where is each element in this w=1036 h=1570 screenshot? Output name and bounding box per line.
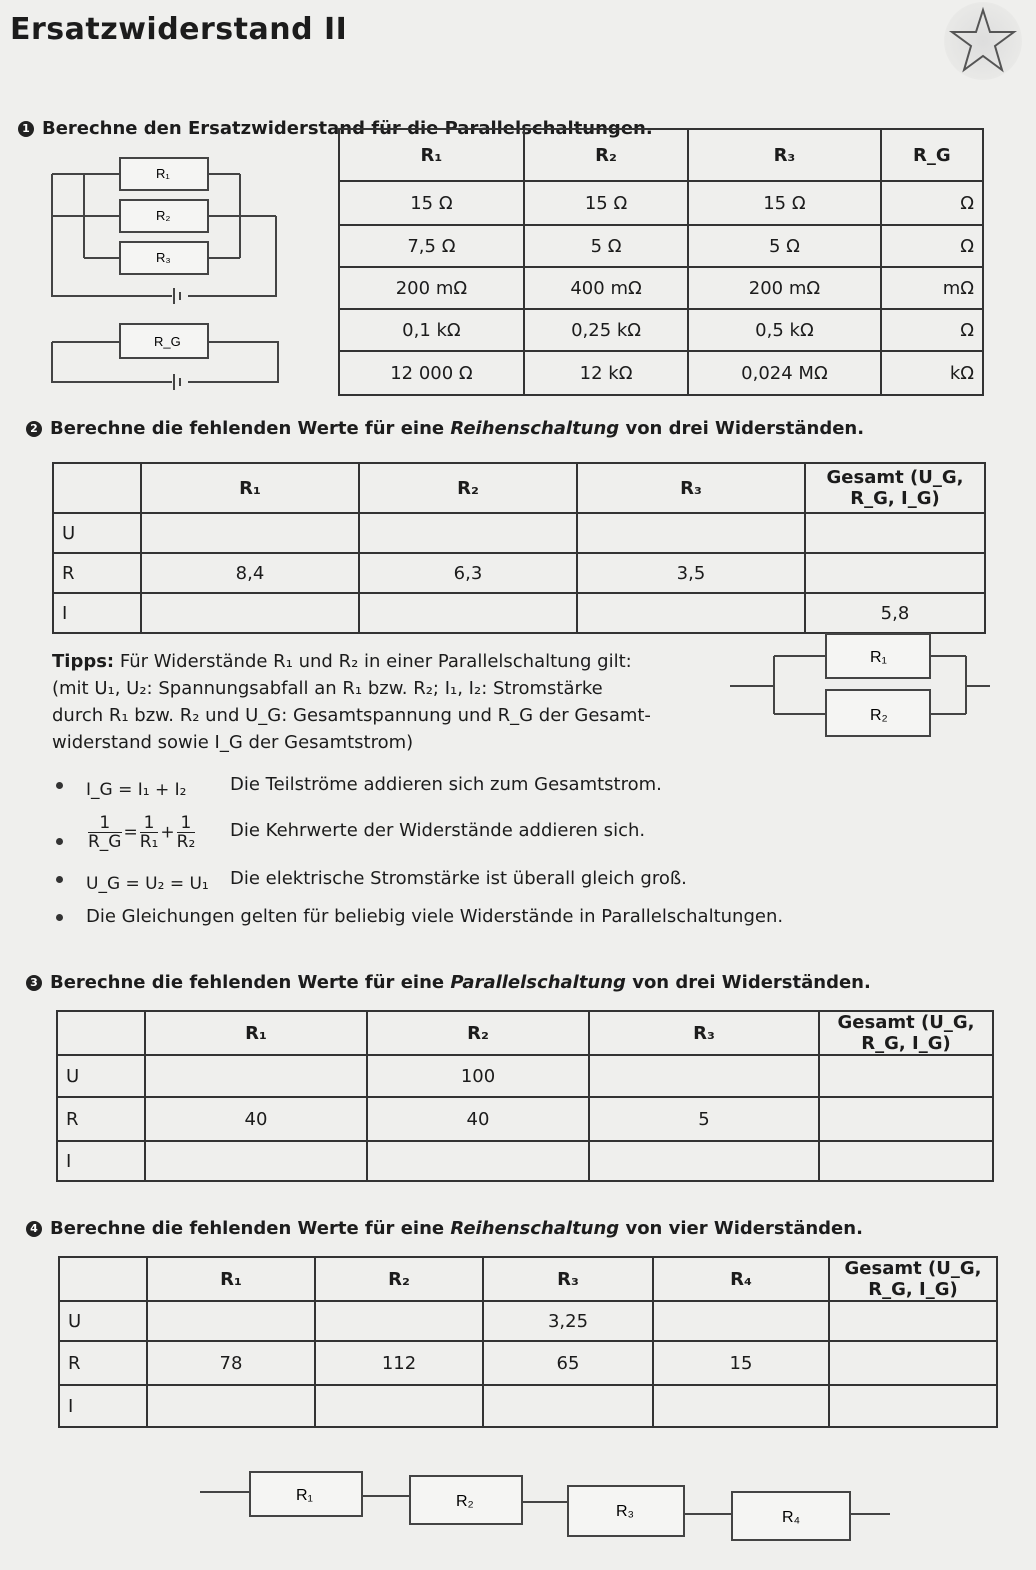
task2-header-r2: R₂ xyxy=(359,463,577,513)
table-cell[interactable] xyxy=(147,1301,315,1341)
task1-circuit-rg: R_G xyxy=(154,334,181,349)
task4-row-label-r: R xyxy=(59,1341,147,1385)
table-cell[interactable]: mΩ xyxy=(881,267,983,309)
table-cell: 400 mΩ xyxy=(524,267,688,309)
tips-bullet-4 xyxy=(56,906,956,936)
task4-text-a: Berechne die fehlenden Werte für eine xyxy=(50,1218,451,1239)
task4-instruction xyxy=(26,1218,863,1239)
fraction-denominator: R_G xyxy=(88,832,122,852)
task3-table xyxy=(56,1010,994,1182)
table-cell[interactable] xyxy=(829,1385,997,1427)
table-cell[interactable]: Ω xyxy=(881,225,983,267)
task3-header-blank xyxy=(57,1011,145,1055)
table-cell: 15 Ω xyxy=(339,181,524,225)
table-cell: 200 mΩ xyxy=(688,267,880,309)
fraction xyxy=(140,814,159,851)
bullet-dot-icon xyxy=(56,876,63,883)
task2-instruction xyxy=(26,418,864,439)
table-cell: 15 Ω xyxy=(688,181,880,225)
task3-header-r1: R₁ xyxy=(145,1011,367,1055)
fraction-denominator: R₁ xyxy=(139,832,159,852)
task2-header-blank xyxy=(53,463,141,513)
formula-current-sum: I_G = I₁ + I₂ xyxy=(86,780,187,800)
task4-circuit-r3: R₃ xyxy=(616,1503,635,1520)
task4-circuit-r2: R₂ xyxy=(456,1493,474,1510)
task3-header-total: Gesamt (U_G, R_G, I_G) xyxy=(819,1011,993,1055)
table-cell: 7,5 Ω xyxy=(339,225,524,267)
tips-text xyxy=(52,648,692,756)
task2-header-r3: R₃ xyxy=(577,463,805,513)
table-cell[interactable] xyxy=(589,1055,819,1097)
task1-header-r1: R₁ xyxy=(339,129,524,181)
table-cell: 12 kΩ xyxy=(524,351,688,395)
table-cell: 3,25 xyxy=(483,1301,653,1341)
task1-text: Berechne den Ersatzwiderstand für die Parallelschaltungen. xyxy=(42,118,653,139)
table-cell: 3,5 xyxy=(577,553,805,593)
table-cell: 65 xyxy=(483,1341,653,1385)
task1-table xyxy=(338,128,984,396)
task3-text-a: Berechne die fehlenden Werte für eine xyxy=(50,972,451,993)
task4-circuit-r4: R₄ xyxy=(782,1509,801,1526)
table-cell[interactable] xyxy=(829,1341,997,1385)
tips-line1: Für Widerstände R₁ und R₂ in einer Parallelschaltung gilt: xyxy=(114,651,632,672)
task3-row-label-u: U xyxy=(57,1055,145,1097)
formula-voltage: U_G = U₂ = U₁ xyxy=(86,874,209,894)
task1-header-r2: R₂ xyxy=(524,129,688,181)
task2-row-label-i: I xyxy=(53,593,141,633)
table-cell[interactable] xyxy=(653,1301,829,1341)
task4-series-circuit xyxy=(200,1462,900,1548)
task4-header-total: Gesamt (U_G, R_G, I_G) xyxy=(829,1257,997,1301)
task1-number: 1 xyxy=(18,121,34,137)
table-cell: 0,5 kΩ xyxy=(688,309,880,351)
table-cell: 15 xyxy=(653,1341,829,1385)
table-cell[interactable] xyxy=(141,513,359,553)
tips-label: Tipps: xyxy=(52,651,115,672)
tips-bullet-2 xyxy=(56,814,956,866)
fraction xyxy=(177,814,196,851)
table-cell[interactable]: kΩ xyxy=(881,351,983,395)
task3-number: 3 xyxy=(26,975,42,991)
table-cell[interactable] xyxy=(145,1141,367,1181)
tips-circuit-r2: R₂ xyxy=(870,707,888,724)
fraction-denominator: R₂ xyxy=(176,832,196,852)
fraction-numerator: 1 xyxy=(140,814,159,833)
tips-bullet-3 xyxy=(56,868,956,898)
task1-header-rg: R_G xyxy=(881,129,983,181)
task2-number: 2 xyxy=(26,421,42,437)
task4-text-em: Reihenschaltung xyxy=(450,1218,620,1239)
task2-row-label-u: U xyxy=(53,513,141,553)
table-cell[interactable]: Ω xyxy=(881,181,983,225)
task2-header-r1: R₁ xyxy=(141,463,359,513)
table-cell[interactable] xyxy=(653,1385,829,1427)
task4-header-r3: R₃ xyxy=(483,1257,653,1301)
table-cell: 100 xyxy=(367,1055,589,1097)
table-cell: 112 xyxy=(315,1341,483,1385)
task4-circuit-r1: R₁ xyxy=(296,1487,313,1504)
star-icon xyxy=(944,2,1022,80)
table-cell: 12 000 Ω xyxy=(339,351,524,395)
task3-instruction xyxy=(26,972,871,993)
fraction-numerator: 1 xyxy=(88,814,122,833)
task3-text-em: Parallelschaltung xyxy=(450,972,626,993)
table-cell[interactable]: Ω xyxy=(881,309,983,351)
task4-header-r2: R₂ xyxy=(315,1257,483,1301)
table-cell: 5,8 xyxy=(805,593,985,633)
tips-parallel-circuit xyxy=(730,628,992,740)
tips-bullet-1 xyxy=(56,774,956,804)
table-cell[interactable] xyxy=(315,1385,483,1427)
task4-row-label-i: I xyxy=(59,1385,147,1427)
task4-header-blank xyxy=(59,1257,147,1301)
task2-row-label-r: R xyxy=(53,553,141,593)
task3-text-b: von drei Widerständen. xyxy=(625,972,871,993)
table-cell[interactable] xyxy=(819,1097,993,1141)
task1-circuit-r1: R₁ xyxy=(156,166,170,181)
tips-bullet-3-text: Die elektrische Stromstärke ist überall gleich groß. xyxy=(230,868,687,889)
bullet-dot-icon xyxy=(56,914,63,921)
table-cell[interactable] xyxy=(589,1141,819,1181)
task1-circuit-r3: R₃ xyxy=(156,250,171,265)
table-cell[interactable] xyxy=(819,1055,993,1097)
task1-parallel-circuit xyxy=(44,152,284,392)
table-cell[interactable] xyxy=(819,1141,993,1181)
table-cell[interactable] xyxy=(577,513,805,553)
tips-line4: widerstand sowie I_G der Gesamtstrom) xyxy=(52,732,414,753)
formula-reciprocal: $\frac{1}{R\_G}$ = $\frac{1}{\text{R₁}}$ + $\frac{1}{\text{R₂}}$ xyxy=(88,813,196,852)
table-cell: 200 mΩ xyxy=(339,267,524,309)
table-cell: 6,3 xyxy=(359,553,577,593)
task1-header-r3: R₃ xyxy=(688,129,880,181)
table-cell: 5 xyxy=(589,1097,819,1141)
fraction-numerator: 1 xyxy=(177,814,196,833)
tips-line2: (mit U₁, U₂: Spannungsabfall an R₁ bzw. R₂; I₁, I₂: Stromstärke xyxy=(52,678,603,699)
tips-bullet-2-text: Die Kehrwerte der Widerstände addieren sich. xyxy=(230,820,646,841)
tips-bullet-1-text: Die Teilströme addieren sich zum Gesamtstrom. xyxy=(230,774,662,795)
table-cell[interactable] xyxy=(145,1055,367,1097)
table-cell[interactable] xyxy=(147,1385,315,1427)
task3-row-label-i: I xyxy=(57,1141,145,1181)
task2-text-em: Reihenschaltung xyxy=(450,418,620,439)
task3-header-r2: R₂ xyxy=(367,1011,589,1055)
table-cell: 40 xyxy=(145,1097,367,1141)
table-cell: 0,1 kΩ xyxy=(339,309,524,351)
table-cell[interactable] xyxy=(483,1385,653,1427)
table-cell: 0,024 MΩ xyxy=(688,351,880,395)
table-cell[interactable] xyxy=(141,593,359,633)
table-cell: 40 xyxy=(367,1097,589,1141)
task3-header-r3: R₃ xyxy=(589,1011,819,1055)
table-cell[interactable] xyxy=(367,1141,589,1181)
task4-number: 4 xyxy=(26,1221,42,1237)
table-cell[interactable] xyxy=(805,553,985,593)
task2-table xyxy=(52,462,986,634)
fraction xyxy=(88,814,122,851)
table-cell: 5 Ω xyxy=(524,225,688,267)
table-cell[interactable] xyxy=(577,593,805,633)
table-cell: 78 xyxy=(147,1341,315,1385)
task3-row-label-r: R xyxy=(57,1097,145,1141)
table-cell[interactable] xyxy=(359,513,577,553)
task2-text-b: von drei Widerständen. xyxy=(619,418,865,439)
table-cell[interactable] xyxy=(359,593,577,633)
task4-header-r4: R₄ xyxy=(653,1257,829,1301)
bullet-dot-icon xyxy=(56,838,63,845)
task2-header-total: Gesamt (U_G, R_G, I_G) xyxy=(805,463,985,513)
tips-bullet-4-text: Die Gleichungen gelten für beliebig viele Widerstände in Parallelschaltungen. xyxy=(86,906,784,927)
bullet-dot-icon xyxy=(56,782,63,789)
task4-text-b: von vier Widerständen. xyxy=(619,1218,863,1239)
tips-line3: durch R₁ bzw. R₂ und U_G: Gesamtspannung und R_G der Gesamt- xyxy=(52,705,651,726)
task1-circuit-r2: R₂ xyxy=(156,208,171,223)
table-cell[interactable] xyxy=(805,513,985,553)
tips-circuit-r1: R₁ xyxy=(870,649,887,666)
table-cell: 8,4 xyxy=(141,553,359,593)
page-title: Ersatzwiderstand II xyxy=(10,12,348,47)
task2-text-a: Berechne die fehlenden Werte für eine xyxy=(50,418,451,439)
task4-row-label-u: U xyxy=(59,1301,147,1341)
table-cell: 5 Ω xyxy=(688,225,880,267)
table-cell: 15 Ω xyxy=(524,181,688,225)
table-cell[interactable] xyxy=(315,1301,483,1341)
table-cell: 0,25 kΩ xyxy=(524,309,688,351)
table-cell[interactable] xyxy=(829,1301,997,1341)
task4-header-r1: R₁ xyxy=(147,1257,315,1301)
task4-table xyxy=(58,1256,998,1428)
